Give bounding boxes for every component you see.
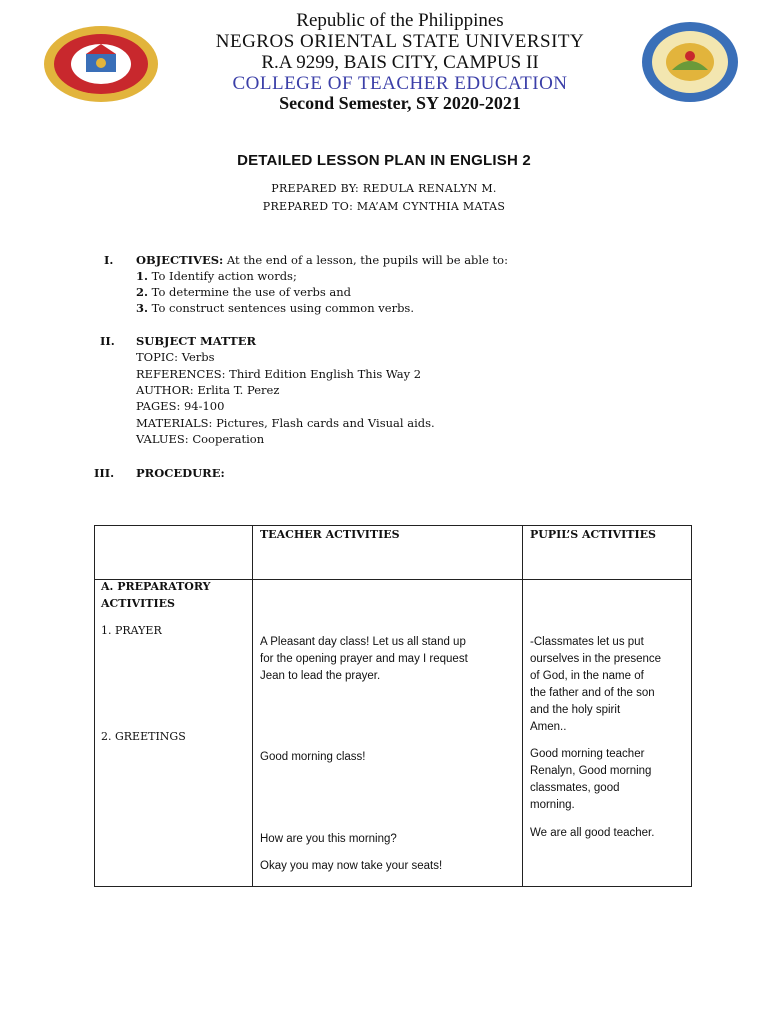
subject-matter-materials: MATERIALS: Pictures, Flash cards and Visual aids. bbox=[136, 416, 435, 430]
objective-text: To determine the use of verbs and bbox=[148, 285, 352, 299]
subject-matter-numeral: II. bbox=[100, 334, 115, 348]
objective-text: To construct sentences using common verbs. bbox=[148, 301, 414, 315]
pupil-greeting-line: morning. bbox=[530, 799, 575, 811]
teacher-prayer-line: for the opening prayer and may I request bbox=[260, 653, 468, 665]
pupil-prayer-line: ourselves in the presence bbox=[530, 653, 662, 665]
objective-number: 1. bbox=[136, 269, 149, 283]
pupil-prayer-line: the father and of the son bbox=[530, 687, 655, 699]
subject-matter-references: REFERENCES: Third Edition English This Way 2 bbox=[136, 367, 422, 381]
objective-item bbox=[136, 301, 414, 315]
subject-matter-values: VALUES: Cooperation bbox=[136, 432, 265, 446]
teacher-prayer-line: Jean to lead the prayer. bbox=[260, 670, 381, 682]
objectives-heading: OBJECTIVES: bbox=[136, 253, 224, 267]
prepared-to: PREPARED TO: MA’AM CYNTHIA MATAS bbox=[262, 200, 506, 213]
procedure-heading: PROCEDURE: bbox=[136, 466, 225, 480]
objective-number: 2. bbox=[136, 285, 149, 299]
objective-text: To Identify action words; bbox=[148, 269, 297, 283]
objective-item bbox=[136, 269, 297, 283]
item-prayer: 1. PRAYER bbox=[101, 624, 162, 637]
teacher-how-are-you: How are you this morning? bbox=[260, 833, 397, 845]
norsu-seal-icon bbox=[42, 24, 160, 104]
section-label: ACTIVITIES bbox=[101, 597, 175, 610]
subject-matter-author: AUTHOR: Erlita T. Perez bbox=[136, 383, 280, 397]
prepared-by: PREPARED BY: REDULA RENALYN M. bbox=[271, 182, 497, 195]
letterhead-college: COLLEGE OF TEACHER EDUCATION bbox=[232, 73, 568, 94]
pupil-prayer-line: Amen.. bbox=[530, 721, 567, 733]
pupil-greeting-line: Renalyn, Good morning bbox=[530, 765, 652, 777]
subject-matter-heading: SUBJECT MATTER bbox=[136, 334, 257, 348]
table-column-divider bbox=[522, 526, 523, 886]
pupil-prayer-line: -Classmates let us put bbox=[530, 636, 644, 648]
document-title: DETAILED LESSON PLAN IN ENGLISH 2 bbox=[237, 152, 531, 169]
letterhead-university: NEGROS ORIENTAL STATE UNIVERSITY bbox=[215, 31, 585, 52]
activities-table bbox=[94, 525, 692, 887]
teacher-take-seats: Okay you may now take your seats! bbox=[260, 860, 443, 872]
table-header-pupil: PUPIL’S ACTIVITIES bbox=[530, 528, 656, 541]
teacher-prayer-line: A Pleasant day class! Let us all stand up bbox=[260, 636, 466, 648]
letterhead-address: R.A 9299, BAIS CITY, CAMPUS II bbox=[261, 52, 539, 73]
college-of-education-seal-icon bbox=[640, 20, 740, 104]
item-greetings: 2. GREETINGS bbox=[101, 730, 186, 743]
objectives-numeral: I. bbox=[104, 253, 114, 267]
objective-item bbox=[136, 285, 351, 299]
objectives-heading-line bbox=[136, 253, 508, 267]
pupil-greeting-line: Good morning teacher bbox=[530, 748, 645, 760]
pupil-prayer-line: and the holy spirit bbox=[530, 704, 621, 716]
pupil-prayer-line: of God, in the name of bbox=[530, 670, 644, 682]
table-header-teacher: TEACHER ACTIVITIES bbox=[260, 528, 400, 541]
section-label: A. PREPARATORY bbox=[101, 580, 211, 593]
letterhead-republic: Republic of the Philippines bbox=[296, 10, 504, 31]
procedure-numeral: III. bbox=[94, 466, 115, 480]
letterhead-semester: Second Semester, SY 2020-2021 bbox=[279, 93, 521, 113]
table-column-divider bbox=[252, 526, 253, 886]
teacher-greeting: Good morning class! bbox=[260, 751, 366, 763]
subject-matter-topic: TOPIC: Verbs bbox=[136, 350, 215, 364]
subject-matter-pages: PAGES: 94-100 bbox=[136, 399, 225, 413]
objectives-intro: At the end of a lesson, the pupils will be able to: bbox=[223, 253, 508, 267]
objective-number: 3. bbox=[136, 301, 149, 315]
pupil-greeting-line: classmates, good bbox=[530, 782, 620, 794]
pupil-reply: We are all good teacher. bbox=[530, 827, 655, 839]
